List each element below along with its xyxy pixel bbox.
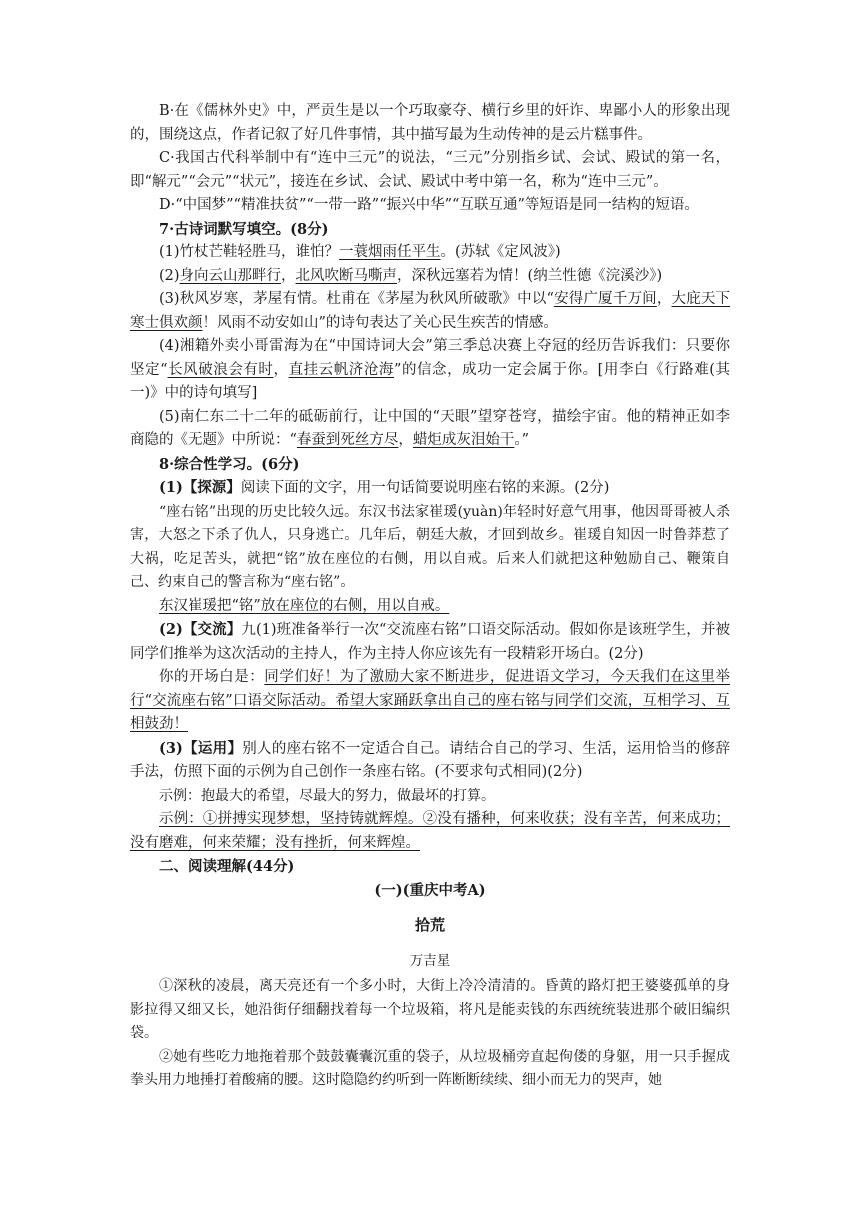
section-2-subheading: (一)(重庆中考A) [374,881,486,899]
q7-3-answer-2: 大庇天下寒士俱欢颜 [130,291,731,331]
q7-5-answer-2: 蜡炬成灰泪始干 [412,432,515,448]
q7-2-num: (2) [159,267,180,284]
option-d: D·“中国梦”“精准扶贫”“一带一路”“振兴中华”“互联互通”等短语是同一结构的短语。 [159,197,699,213]
q7-item-4 [130,335,730,406]
q8-2-answer: 同学们好！为了激励大家不断进步，促进语文学习，今天我们在这里举行“交流座右铭”口语交际活动。希望大家踊跃拿出自己的座右铭与同学们交流，互相学习、互相鼓劲！ [130,669,731,732]
story-author: 万吉星 [409,952,451,969]
q8-3-answer-block [130,808,730,855]
q8-part-2 [130,618,730,666]
q7-item-1 [130,241,730,265]
q7-3-rest: ！风雨不动安如山”的诗句表达了关心民生疾苦的情感。 [202,314,558,331]
q8-3-answer: 示例：①拼搏实现梦想，坚持铸就辉煌。②没有播种，何来收获；没有辛苦，何来成功；没有磨难，何来荣耀；没有挫折，何来辉煌。 [130,811,730,851]
q7-1-answer: 一蓑烟雨任平生 [339,244,441,260]
q8-2-answer-block [130,666,730,737]
q7-3-sep: ， [656,291,672,307]
question-7-heading: 7·古诗词默写填空。(8分) [159,220,329,238]
section-2-heading: 二、阅读理解(44分) [159,858,295,875]
story-paragraph-2: ②她有些吃力地拖着那个鼓鼓囊囊沉重的袋子，从垃圾桶旁直起佝偻的身躯，用一只手握成拳头用力地捶打着酸痛的腰。这时隐隐约约听到一阵断断续续、细小而无力的哭声，她 [130,1048,730,1088]
q8-2-text: 九(1)班准备举行一次“交流座右铭”口语交际活动。假如你是该班学生，并被同学们推举为这次活动的主持人，作为主持人你应该先有一段精彩开场白。(2分) [130,622,730,662]
option-b: B·在《儒林外史》中，严贡生是以一个巧取豪夺、横行乡里的奸诈、卑鄙小人的形象出现的，围绕这点，作者记叙了好几件事情，其中描写最为生动传神的是云片糕事件。 [130,103,730,143]
q8-part-3 [130,737,730,785]
q7-item-2 [130,265,730,289]
q7-3-text: (3)秋风岁寒，茅屋有情。杜甫在《茅屋为秋风所破歌》中以“ [159,291,554,307]
q8-1-label: (1)【探源】 [159,479,241,496]
q7-2-sep: ， [281,267,296,284]
q7-4-answer-1: 长风破浪会有时 [167,361,274,378]
q8-3-example: 示例：抱最大的希望，尽最大的努力，做最坏的打算。 [159,787,495,804]
question-8-heading: 8·综合性学习。(6分) [159,455,300,473]
q7-2-source: ，深秋远塞若为情！(纳兰性德《浣溪沙》) [397,267,663,284]
q7-5-answer-1: 春蚕到死丝方尽 [296,432,399,448]
q8-part-1 [130,476,730,501]
q7-3-answer-1: 安得广厦千万间 [553,291,657,307]
document-page [130,100,730,1093]
q7-4-answer-2: 直挂云帆济沧海 [288,361,394,378]
q7-1-source: 。(苏轼《定风波》) [440,244,561,260]
q7-5-text: (5)南仁东二十二年的砥砺前行，让中国的“天眼”望穿苍穹，描绘宇宙。他的精神正如李商隐的《无题》中所说：“ [130,408,730,448]
q7-5-rest: 。” [514,432,530,448]
q8-1-text: 阅读下面的文字，用一句话简要说明座右铭的来源。(2分) [240,480,610,496]
q8-2-prompt: 你的开场白是： [159,669,265,685]
q7-item-3 [130,288,730,335]
q8-2-label: (2)【交流】 [159,621,242,638]
q8-1-answer: 东汉崔瑗把“铭”放在座位的右侧，用以自戒。 [159,597,450,614]
q7-1-text: (1)竹杖芒鞋轻胜马，谁怕？ [159,244,340,260]
story-paragraph-1: ①深秋的凌晨，离天亮还有一个多小时，大街上冷冷清清的。昏黄的路灯把王婆婆孤单的身影拉得又细又长，她沿街仔细翻找着每一个垃圾箱，将凡是能卖钱的东西统统装进那个破旧编织袋。 [130,978,730,1041]
q7-5-sep: ， [398,432,413,448]
q7-4-text: (4)湘籍外卖小哥雷海为在“中国诗词大会”第三季总决赛上夺冠的经历告诉我们：只要你坚定“ [130,338,730,378]
q7-2-answer-2: 北风吹断马嘶声 [295,267,398,284]
q7-4-rest: ”的信念，成功一定会属于你。[用李白《行路难(其一)》中的诗句填写] [130,361,731,401]
story-title: 拾荒 [414,916,445,934]
q7-4-sep: ， [273,361,289,378]
q8-3-text: 别人的座右铭不一定适合自己。请结合自己的学习、生活，运用恰当的修辞手法，仿照下面的示例为自己创作一条座右铭。(不要求句式相同)(2分) [130,740,731,780]
q8-1-answer-line [130,595,730,619]
q7-2-answer-1: 身向云山那畔行 [179,267,282,284]
q8-1-passage: “座右铭”出现的历史比较久远。东汉书法家崔瑗(yuàn)年轻时好意气用事，他因哥哥被人杀害，大怒之下杀了仇人，只身逃亡。几年后，朝廷大赦，才回到故乡。崔瑗自知因一时鲁莽惹了大祸，吃足苦头，就把“铭”放在座位的右侧，用以自戒。后来人们就把这种勉励自己、鞭策自己、约束自己的警言称为“座右铭”。 [130,503,730,590]
q7-item-5 [130,406,730,453]
q8-3-label: (3)【运用】 [159,739,243,757]
option-c: C·我国古代科举制中有“连中三元”的说法，“三元”分别指乡试、会试、殿试的第一名，即“解元”“会元”“状元”，接连在乡试、会试、殿试中考中第一名，称为“连中三元”。 [130,150,730,190]
